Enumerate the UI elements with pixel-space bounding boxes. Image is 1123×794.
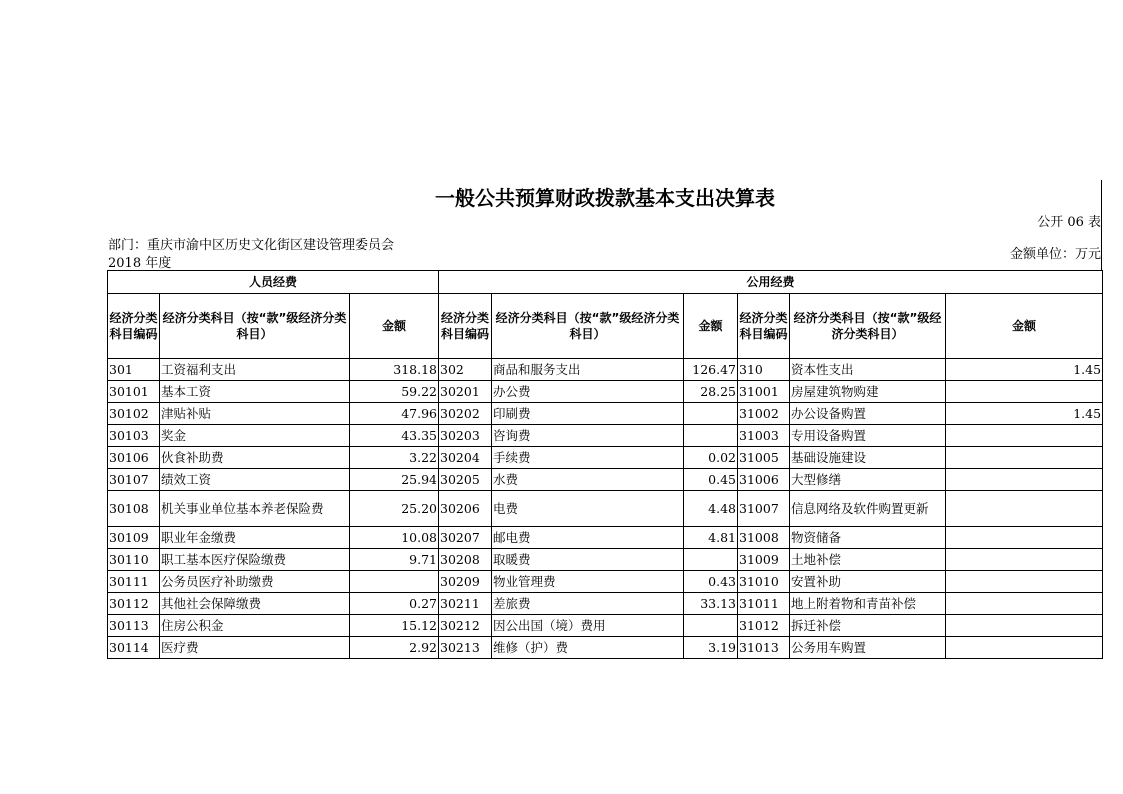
table-row [108,403,1103,425]
subject-cell: 基本工资 [160,381,350,403]
code-cell: 30201 [439,381,492,403]
code-cell: 30111 [108,571,160,593]
amount-cell [946,593,1103,615]
amount-cell: 47.96 [350,403,439,425]
amount-cell [684,425,738,447]
code-cell: 30207 [439,527,492,549]
subject-cell: 安置补助 [790,571,946,593]
code-cell: 31012 [738,615,790,637]
code-cell: 31001 [738,381,790,403]
subject-cell: 其他社会保障缴费 [160,593,350,615]
amount-cell [946,571,1103,593]
table-row [108,447,1103,469]
code-cell: 31005 [738,447,790,469]
subject-cell: 公务员医疗补助缴费 [160,571,350,593]
amount-cell: 126.47 [684,359,738,381]
amount-cell [350,571,439,593]
subject-cell: 职工基本医疗保险缴费 [160,549,350,571]
subject-cell: 办公设备购置 [790,403,946,425]
unit-label: 金额单位：万元 [1009,247,1101,262]
code-cell: 30114 [108,637,160,659]
table-number: 公开 06 表 [1037,215,1101,230]
subject-cell: 商品和服务支出 [492,359,684,381]
amount-cell: 318.18 [350,359,439,381]
amount-cell: 25.20 [350,491,439,527]
code-cell: 30209 [439,571,492,593]
amount-cell [946,491,1103,527]
subject-cell: 取暖费 [492,549,684,571]
amount-cell [946,447,1103,469]
amount-cell [684,403,738,425]
code-cell: 30205 [439,469,492,491]
code-cell: 31007 [738,491,790,527]
subject-header: 经济分类科目（按“款”级经济分类科目） [790,294,946,359]
amount-cell [946,615,1103,637]
amount-cell: 4.81 [684,527,738,549]
column-header-row [108,294,1103,359]
amount-cell: 0.02 [684,447,738,469]
amount-cell [946,381,1103,403]
code-cell: 30211 [439,593,492,615]
amount-cell: 4.48 [684,491,738,527]
subject-cell: 信息网络及软件购置更新 [790,491,946,527]
code-cell: 302 [439,359,492,381]
code-cell: 30206 [439,491,492,527]
table-row [108,615,1103,637]
subject-cell: 物业管理费 [492,571,684,593]
code-cell: 31010 [738,571,790,593]
amount-cell: 0.45 [684,469,738,491]
code-cell: 31011 [738,593,790,615]
code-cell: 30103 [108,425,160,447]
amount-cell [946,469,1103,491]
subject-cell: 维修（护）费 [492,637,684,659]
subject-header: 经济分类科目（按“款”级经济分类科目） [160,294,350,359]
amount-cell: 43.35 [350,425,439,447]
amount-cell: 59.22 [350,381,439,403]
subject-cell: 咨询费 [492,425,684,447]
subject-cell: 绩效工资 [160,469,350,491]
subject-cell: 办公费 [492,381,684,403]
public-group-header: 公用经费 [439,271,1103,294]
code-cell: 310 [738,359,790,381]
code-cell: 30203 [439,425,492,447]
code-cell: 30107 [108,469,160,491]
subject-cell: 基础设施建设 [790,447,946,469]
amount-cell [946,637,1103,659]
code-header: 经济分类科目编码 [738,294,790,359]
table-row [108,637,1103,659]
amount-cell [946,425,1103,447]
amount-cell: 0.43 [684,571,738,593]
amount-cell [946,527,1103,549]
amount-cell: 2.92 [350,637,439,659]
subject-cell: 工资福利支出 [160,359,350,381]
subject-cell: 物资储备 [790,527,946,549]
amount-cell: 0.27 [350,593,439,615]
code-cell: 31008 [738,527,790,549]
code-cell: 30109 [108,527,160,549]
subject-cell: 手续费 [492,447,684,469]
code-cell: 30212 [439,615,492,637]
code-cell: 30208 [439,549,492,571]
amount-cell [946,549,1103,571]
margin-line [1101,180,1102,270]
subject-cell: 土地补偿 [790,549,946,571]
amount-cell: 1.45 [946,359,1103,381]
code-cell: 30202 [439,403,492,425]
table-row [108,425,1103,447]
amount-header: 金额 [684,294,738,359]
subject-cell: 奖金 [160,425,350,447]
subject-cell: 伙食补助费 [160,447,350,469]
subject-cell: 公务用车购置 [790,637,946,659]
code-cell: 30108 [108,491,160,527]
code-cell: 30110 [108,549,160,571]
amount-cell: 33.13 [684,593,738,615]
subject-cell: 津贴补贴 [160,403,350,425]
code-cell: 31006 [738,469,790,491]
code-cell: 30213 [439,637,492,659]
code-header: 经济分类科目编码 [108,294,160,359]
code-cell: 30101 [108,381,160,403]
table-row [108,571,1103,593]
code-cell: 301 [108,359,160,381]
code-cell: 30106 [108,447,160,469]
subject-cell: 差旅费 [492,593,684,615]
amount-cell [684,615,738,637]
amount-cell: 10.08 [350,527,439,549]
subject-cell: 房屋建筑物购建 [790,381,946,403]
table-row [108,593,1103,615]
group-header-row [108,271,1103,294]
table-row [108,359,1103,381]
amount-cell: 15.12 [350,615,439,637]
amount-cell: 28.25 [684,381,738,403]
amount-cell: 25.94 [350,469,439,491]
subject-cell: 水费 [492,469,684,491]
subject-cell: 专用设备购置 [790,425,946,447]
subject-cell: 印刷费 [492,403,684,425]
amount-header: 金额 [946,294,1103,359]
subject-cell: 地上附着物和青苗补偿 [790,593,946,615]
subject-cell: 职业年金缴费 [160,527,350,549]
code-cell: 30113 [108,615,160,637]
subject-cell: 医疗费 [160,637,350,659]
code-cell: 30112 [108,593,160,615]
code-header: 经济分类科目编码 [439,294,492,359]
amount-cell: 3.22 [350,447,439,469]
amount-cell: 3.19 [684,637,738,659]
subject-cell: 因公出国（境）费用 [492,615,684,637]
code-cell: 31002 [738,403,790,425]
table-row [108,491,1103,527]
amount-cell [684,549,738,571]
amount-cell: 9.71 [350,549,439,571]
subject-cell: 拆迁补偿 [790,615,946,637]
table-row [108,381,1103,403]
budget-table [107,270,1103,659]
subject-cell: 大型修缮 [790,469,946,491]
page-title: 一般公共预算财政拨款基本支出决算表 [435,186,775,210]
code-cell: 30204 [439,447,492,469]
personnel-group-header: 人员经费 [108,271,439,294]
table-row [108,549,1103,571]
amount-header: 金额 [350,294,439,359]
amount-cell: 1.45 [946,403,1103,425]
code-cell: 31013 [738,637,790,659]
code-cell: 31009 [738,549,790,571]
code-cell: 31003 [738,425,790,447]
year-label: 2018 年度 [108,256,172,271]
subject-header: 经济分类科目（按“款”级经济分类科目） [492,294,684,359]
table-row [108,469,1103,491]
code-cell: 30102 [108,403,160,425]
department-label: 部门：重庆市渝中区历史文化街区建设管理委员会 [108,238,395,253]
table-row [108,527,1103,549]
subject-cell: 电费 [492,491,684,527]
subject-cell: 邮电费 [492,527,684,549]
subject-cell: 资本性支出 [790,359,946,381]
subject-cell: 机关事业单位基本养老保险费 [160,491,350,527]
subject-cell: 住房公积金 [160,615,350,637]
